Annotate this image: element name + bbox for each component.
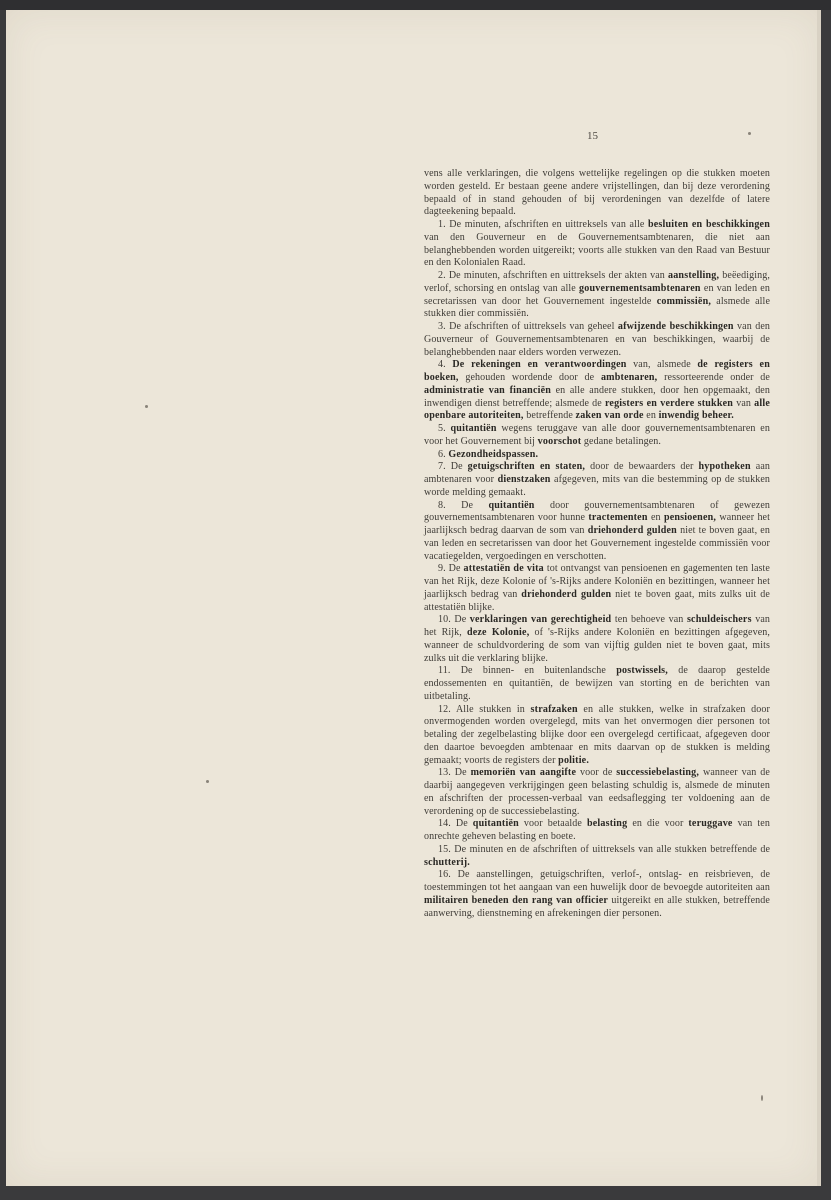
bold-term: verklaringen van gerechtigheid [469,614,612,626]
bold-term: militairen beneden den rang van officier [424,894,609,906]
text-run: door de bewaarders der [585,461,699,473]
text-run: 8. De [438,499,489,511]
text-run: en die voor [627,818,689,830]
bold-term: tractementen [588,512,648,524]
bold-term: afwijzende beschikkingen [617,321,734,332]
text-run: van het Rijk, [424,614,771,638]
page-number: 15 [587,130,598,142]
paragraph [424,449,770,462]
text-run: tot ontvangst van pensioenen en gagementen ten laste van het Rijk, deze Kolonie of 's-Rijks andere Koloniën en bezittingen, wanneer het jaarlijksch bedrag van [424,563,770,600]
text-run: wanneer van de daarbij aangegeven verkrijgingen geen belasting schuldig is, alsmede de minuten en afschriften der processen-verbaal van eedsaflegging ter voldoening aan de verordening op de successiebelasting. [424,767,770,817]
text-run: van den Gouverneur of Gouvernementsambtenaren en van beschikkingen, waarbij de belanghebbenden naar elders worden verwezen. [424,321,771,358]
paragraph [424,219,770,270]
text-run: 10. De [438,614,470,626]
text-run: 7. De [438,461,468,473]
paragraph [424,168,770,219]
bold-term: memoriën van aangifte [470,767,577,779]
paragraph [424,767,770,818]
bold-term: quitantiën [450,423,497,434]
bold-term: hypotheken [698,461,751,473]
bold-term: administratie van financiën [424,384,552,396]
paragraph [424,704,770,768]
bold-term: De rekeningen en verantwoordingen [452,359,627,371]
bold-term: Gezondheidspassen. [448,448,539,460]
text-run: en van leden en secretarissen van door het Gouvernement ingestelde [424,282,770,307]
bold-term: quitantiën [488,499,535,511]
paper-speck [145,405,148,408]
text-run: de daarop gestelde endossementen en quitantiën, de bewijzen van storting en de berichten van uitbetaling. [424,665,770,702]
bold-term: belasting [586,818,628,830]
bold-term: attestatiën de vita [463,563,544,575]
text-run: 11. De binnen- en buitenlandsche [438,665,617,677]
text-run: 4. [438,359,453,371]
text-run: alsmede alle stukken dier commissiën. [424,295,771,320]
text-run: ressorteerende onder de [657,372,770,383]
text-run: afgegeven, mits van die bestemming op de stukken worde melding gemaakt. [424,474,771,498]
paragraph [424,563,770,614]
text-run: ten behoeve van [611,614,687,626]
paper-speck [761,1095,763,1101]
paper-speck [748,132,751,135]
text-run: niet te boven gaat, en van leden en secretarissen van door het Gouvernement ingestelde commissiën voor vacatiegelden, vergoedingen en verschotten. [424,525,770,562]
text-run: 3. De afschriften of uittreksels van geheel [438,321,618,332]
bold-term: commissiën, [656,295,712,307]
text-run: vens alle verklaringen, die volgens wettelijke regelingen op die stukken moeten worden gesteld. Er bestaan geene andere vrijstellingen, dan bij deze verordening bepaald of in stand gehouden of bij verordeningen van dezelfde of latere dagteekening bepaald. [424,168,770,218]
text-run: 15. De minuten en de afschriften of uittreksels van alle stukken betreffende de [438,843,770,855]
text-run: gehouden wordende door de [458,372,601,383]
text-run: 12. Alle stukken in [438,703,531,715]
paragraph [424,423,770,449]
text-run: en alle andere stukken, door hen opgemaakt, den inwendigen dienst betreffende; alsmede de [424,384,770,409]
paragraph [424,500,770,564]
text-run: door gouvernementsambtenaren of gewezen gouvernementsambtenaren voor hunne [424,499,771,524]
bold-term: schuldeischers [686,614,752,626]
text-run: gedane betalingen. [581,435,662,447]
text-run: niet te boven gaat, mits zulks uit de attestatiën blijke. [424,588,770,613]
text-run: en alle stukken, welke in strafzaken door onvermogenden worden overgelegd, mits van het onvermogen dier personen tot betaling der zegelbelasting blijke door een overgelegd certificaat, afgegeven door den daartoe bevoegden ambtenaar en mits daarvan op de stukken is melding gemaakt; voorts de registers der [424,703,770,766]
paragraph [424,321,770,359]
bold-term: registers en verdere stukken [604,397,734,409]
bold-term: voorschot [537,435,582,447]
text-run: van den Gouverneur en de Gouvernementsambtenaren, die niet aan belanghebbenden worden uitgereikt; voorts alle stukken van den Raad van Bestuur en den Kolonialen Raad. [424,231,770,269]
bold-term: driehonderd gulden [587,525,677,536]
bold-term: pensioenen, [663,512,717,524]
text-run: van [733,397,755,409]
text-run: wanneer het jaarlijksch bedrag daarvan de som van [424,512,771,536]
bold-term: politie. [558,754,590,766]
bold-term: postwissels, [616,665,669,677]
bold-term: quitantiën [472,818,519,830]
bold-term: driehonderd gulden [521,588,612,600]
text-run: voor betaalde [518,818,587,830]
bold-term: besluiten en beschikkingen [647,219,770,230]
bold-term: dienstzaken [497,474,551,485]
text-run: van, alsmede [626,359,698,371]
paragraph [424,359,770,423]
page-edge [817,10,821,1186]
text-run: uitgereikt en alle stukken, betreffende aanwerving, dienstneming en afrekeningen dier personen. [424,894,770,919]
paragraph [424,270,770,321]
text-run: 5. [438,423,451,434]
text-run: 2. De minuten, afschriften en uittreksels der akten van [438,270,668,281]
paragraph [424,461,770,499]
bold-term: de registers en boeken, [424,359,770,383]
text-run: en [643,410,659,422]
text-run: beëediging, verlof, schorsing en ontslag van alle [424,270,770,294]
text-run: voor de [576,767,617,779]
paragraph [424,869,770,920]
bold-term: deze Kolonie, [466,627,530,638]
text-run: of 's-Rijks andere Koloniën en bezittingen afgegeven, wanneer de schuldvordering de som van vijftig gulden niet te boven gaat, mits zulks uit die verklaring blijke. [424,627,770,664]
bold-term: zaken van orde [575,410,644,422]
text-run: 16. De aanstellingen, getuigschriften, verlof-, ontslag- en reisbrieven, de toestemmingen tot het aangaan van een huwelijk door de bevoegde autoriteiten aan [424,869,770,893]
text-run: aan ambtenaren voor [424,461,770,485]
text-run: wegens teruggave van alle door gouvernementsambtenaren en voor het Gouvernement bij [424,423,770,447]
text-run: 14. De [438,818,473,830]
text-run: van ten onrechte geheven belasting en boete. [424,818,770,842]
bold-term: gouvernementsambtenaren [579,282,701,294]
text-run: 9. De [438,563,464,575]
text-run: 1. De minuten, afschriften en uittreksels van alle [438,219,648,230]
bold-term: alle openbare autoriteiten, [424,397,771,422]
bold-term: successiebelasting, [616,767,700,779]
text-run: 6. [438,448,449,460]
bold-term: aanstelling, [667,270,720,281]
paper-speck [206,780,209,783]
paragraph [424,844,770,870]
paragraph [424,818,770,844]
text-run: en [647,512,664,524]
paragraph [424,665,770,703]
bold-term: inwendig beheer. [658,410,734,422]
bold-term: teruggave [688,818,733,830]
bold-term: strafzaken [530,703,578,715]
scanner-top-border [0,0,831,10]
bold-term: schutterij. [424,856,471,868]
text-run: 13. De [438,767,471,779]
text-run: betreffende [523,410,576,422]
bold-term: getuigschriften en staten, [467,461,586,473]
document-page [6,10,821,1186]
paragraph [424,614,770,665]
body-text [424,168,770,920]
bold-term: ambtenaren, [600,372,658,383]
